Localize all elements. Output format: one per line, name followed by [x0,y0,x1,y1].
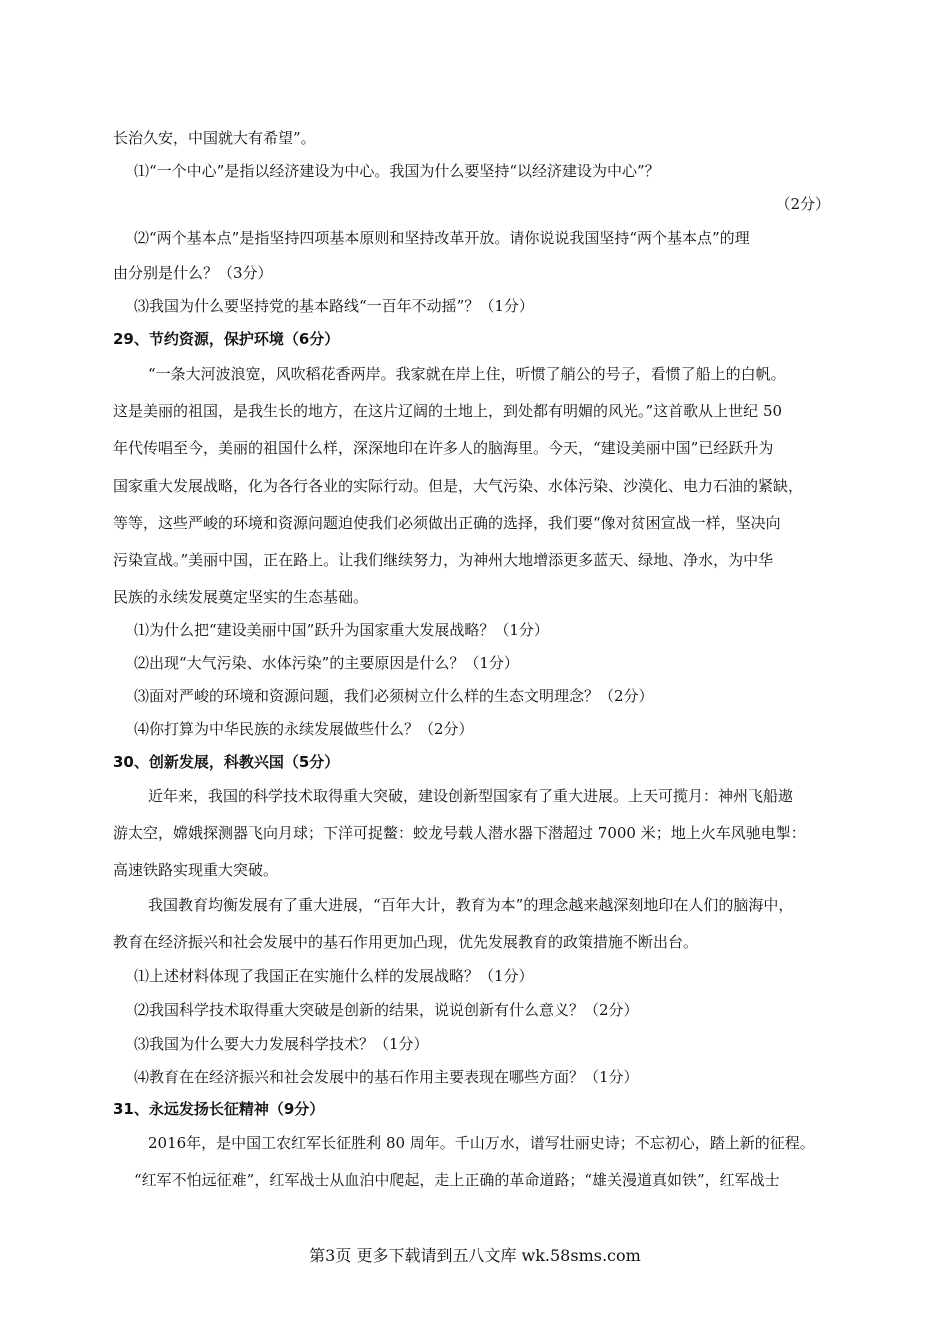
q29-para-line: “一条大河波浪宽，风吹稻花香两岸。我家就在岸上住，听惯了艄公的号子，看惯了船上的白帆。 [148,365,786,383]
q29-question: ⑵出现“大气污染、水体污染”的主要原因是什么？（1分） [134,654,519,672]
q30-para2-line: 教育在经济振兴和社会发展中的基石作用更加凸现，优先发展教育的政策措施不断出台。 [113,933,699,951]
q29-question: ⑶面对严峻的环境和资源问题，我们必须树立什么样的生态文明理念？（2分） [134,687,654,705]
q29-question: ⑴为什么把“建设美丽中国”跃升为国家重大发展战略？（1分） [134,621,549,639]
q31-para-line: 2016年，是中国工农红军长征胜利 80 周年。千山万水，谱写壮丽史诗；不忘初心，踏上新的征程。 [148,1134,815,1152]
q29-para-line: 等等，这些严峻的环境和资源问题迫使我们必须做出正确的选择，我们要“像对贫困宣战一样，坚决向 [113,514,781,532]
q29-heading: 29、节约资源，保护环境（6分） [113,330,340,348]
q28-sub1: ⑴“一个中心”是指以经济建设为中心。我国为什么要坚持“以经济建设为中心”？ [134,162,660,180]
q31-para-line: “红军不怕远征难”，红军战士从血泊中爬起，走上正确的革命道路；“雄关漫道真如铁”，红军战士 [134,1171,780,1189]
q30-question: ⑷教育在在经济振兴和社会发展中的基石作用主要表现在哪些方面？（1分） [134,1068,639,1086]
q30-para1-line: 高速铁路实现重大突破。 [113,861,279,879]
q30-para2-line: 我国教育均衡发展有了重大进展，“百年大计，教育为本”的理念越来越深刻地印在人们的脑海中， [148,896,794,914]
q29-question: ⑷你打算为中华民族的永续发展做些什么？（2分） [134,720,474,738]
q30-question: ⑶我国为什么要大力发展科学技术？（1分） [134,1035,429,1053]
q28-sub2-line1: ⑵“两个基本点”是指坚持四项基本原则和坚持改革开放。请你说说我国坚持“两个基本点”的理 [134,229,750,247]
q31-heading: 31、永远发扬长征精神（9分） [113,1100,325,1118]
q28-sub2-line2: 由分别是什么？（3分） [113,264,273,282]
q29-para-line: 民族的永续发展奠定坚实的生态基础。 [113,588,369,606]
page-footer: 第3页 更多下载请到五八文库 wk.58sms.com [309,1246,641,1265]
q30-para1-line: 近年来，我国的科学技术取得重大突破，建设创新型国家有了重大进展。上天可揽月：神州飞船遨 [148,787,794,805]
q28-sub1-score: （2分） [775,195,830,213]
q30-question: ⑴上述材料体现了我国正在实施什么样的发展战略？（1分） [134,967,534,985]
q29-para-line: 污染宣战。”美丽中国，正在路上。让我们继续努力，为神州大地增添更多蓝天、绿地、净水，为中华 [113,551,774,569]
q28-intro-end: 长治久安，中国就大有希望”。 [113,129,316,147]
q28-sub3: ⑶我国为什么要坚持党的基本路线“一百年不动摇”？（1分） [134,297,534,315]
q29-para-line: 年代传唱至今，美丽的祖国什么样，深深地印在许多人的脑海里。今天，“建设美丽中国”已经跃升为 [113,439,774,457]
q29-para-line: 国家重大发展战略，化为各行各业的实际行动。但是，大气污染、水体污染、沙漠化、电力石油的紧缺， [113,477,804,495]
q30-heading: 30、创新发展，科教兴国（5分） [113,753,340,771]
q30-question: ⑵我国科学技术取得重大突破是创新的结果，说说创新有什么意义？（2分） [134,1001,639,1019]
q29-para-line: 这是美丽的祖国，是我生长的地方，在这片辽阔的土地上，到处都有明媚的风光。”这首歌从上世纪 50 [113,402,783,420]
q30-para1-line: 游太空，嫦娥探测器飞向月球；下洋可捉鳖：蛟龙号载人潜水器下潜超过 7000 米；地上火车风驰电掣： [113,824,806,842]
